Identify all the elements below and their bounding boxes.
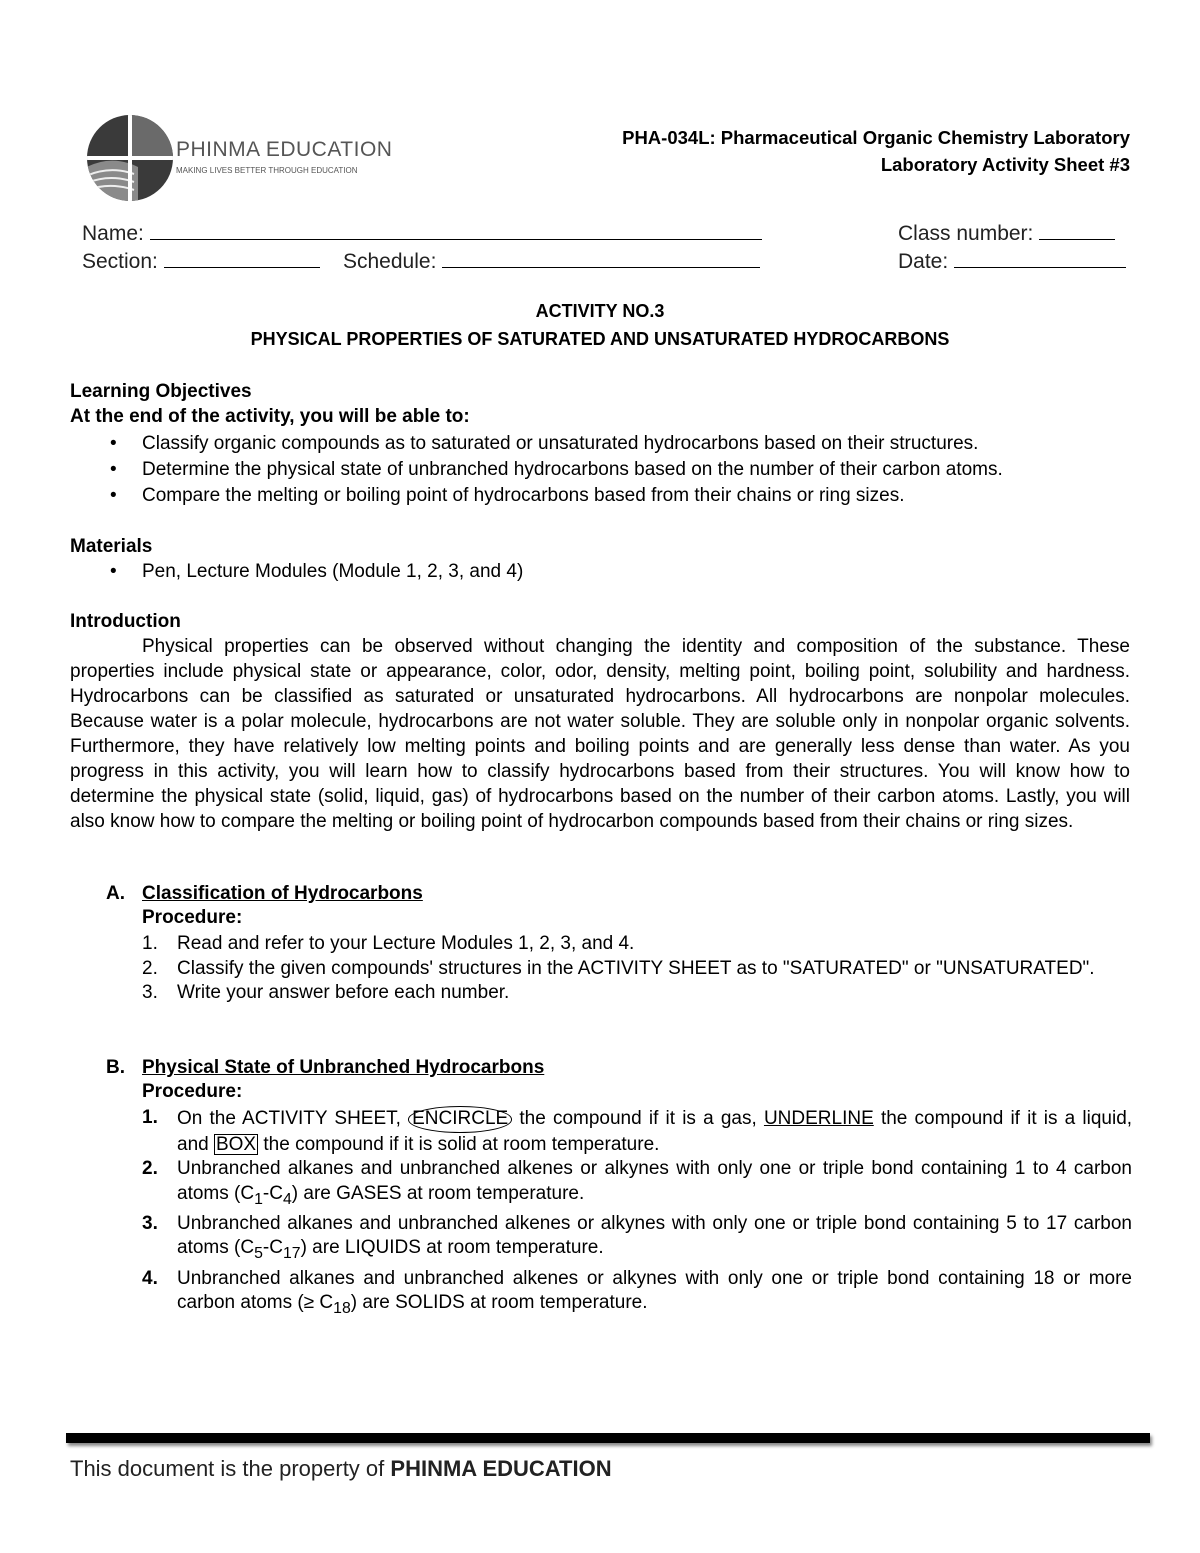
procedure-step	[142, 1157, 1132, 1212]
footer-prefix: This document is the property of	[70, 1456, 385, 1481]
procedure-step	[142, 1106, 1132, 1157]
class-number-blank[interactable]	[1039, 222, 1115, 240]
subscript: 4	[282, 1190, 292, 1208]
step-text: -C	[262, 1182, 283, 1204]
subscript: 5	[254, 1245, 263, 1263]
objective-item: • Determine the physical state of unbranched hydrocarbons based on the number of their carbon atoms.	[106, 457, 1136, 483]
introduction-text: Physical properties can be observed without changing the identity and composition of the substance. These properties include physical state or appearance, color, odor, density, melting point, boiling point, solubility and hardness. Hydrocarbons can be classified as saturated or unsaturated hydrocarbons. All hydrocarbons are nonpolar molecules. Because water is a polar molecule, hydrocarbons are not water soluble. They are soluble only in nonpolar organic solvents. Furthermore, they have relatively low melting points and boiling points and are generally less dense than water. As you progress in this activity, you will learn how to classify hydrocarbons based from their structures. You will know how to determine the physical state (solid, liquid, gas) of hydrocarbons based on the number of their carbon atoms. Lastly, you will also know how to compare the melting or boiling point of hydrocarbon compounds based from their chains or ring sizes.	[70, 636, 1130, 832]
materials-list	[106, 559, 1136, 585]
activity-number: ACTIVITY NO.3	[535, 301, 665, 321]
schedule-blank[interactable]	[442, 250, 760, 268]
objectives-heading: Learning Objectives	[70, 381, 252, 402]
footer-text	[70, 1456, 612, 1482]
underline-example: UNDERLINE	[763, 1108, 874, 1129]
course-title: PHA-034L: Pharmaceutical Organic Chemistry Laboratory	[622, 127, 1130, 148]
name-field[interactable]	[82, 222, 762, 246]
objectives-list	[106, 431, 1136, 509]
step-text: Read and refer to your Lecture Modules 1, 2, 3, and 4.	[177, 933, 635, 954]
procedure-step	[142, 1212, 1132, 1267]
introduction-heading: Introduction	[70, 611, 181, 632]
step-text-a: On the ACTIVITY SHEET,	[177, 1108, 401, 1129]
logo-wordmark	[176, 138, 392, 175]
activity-title: PHYSICAL PROPERTIES OF SATURATED AND UNSATURATED HYDROCARBONS	[250, 329, 950, 349]
step-number: 2.	[142, 1158, 158, 1179]
step-text: ) are LIQUIDS at room temperature.	[300, 1237, 604, 1259]
section-a-letter: A.	[106, 883, 125, 904]
procedure-step	[142, 957, 1132, 982]
box-example: BOX	[215, 1133, 257, 1155]
step-text: Classify the given compounds' structures in the ACTIVITY SHEET as to "SATURATED" or "UNSATURATED".	[177, 957, 1095, 979]
step-text: Unbranched alkanes and unbranched alkenes or alkynes with only one or triple bond containing 1 to 4 carbon atoms (C	[177, 1158, 1132, 1204]
subscript: 1	[254, 1190, 263, 1208]
procedure-step	[142, 981, 1132, 1006]
step-text: ) are SOLIDS at room temperature.	[350, 1292, 648, 1314]
objective-item: • Classify organic compounds as to saturated or unsaturated hydrocarbons based on their structures.	[106, 431, 1136, 457]
objectives-lead: At the end of the activity, you will be able to:	[70, 406, 470, 427]
class-number-label: Class number:	[898, 222, 1034, 245]
schedule-field[interactable]	[343, 250, 760, 274]
name-blank[interactable]	[150, 222, 762, 240]
step-text-d: the compound if it is solid at room temperature.	[263, 1133, 660, 1155]
step-text: Unbranched alkanes and unbranched alkenes or alkynes with only one or triple bond containing 18 or more carbon atoms (≥ C	[177, 1267, 1132, 1314]
step-text: Write your answer before each number.	[177, 982, 510, 1003]
section-a-title: Classification of Hydrocarbons	[142, 883, 423, 904]
class-number-field[interactable]	[898, 222, 1115, 246]
section-b-title: Physical State of Unbranched Hydrocarbons	[142, 1057, 545, 1078]
section-b-letter: B.	[106, 1057, 125, 1078]
step-text: Unbranched alkanes and unbranched alkenes or alkynes with only one or triple bond containing 5 to 17 carbon atoms (C	[177, 1212, 1132, 1259]
section-blank[interactable]	[164, 250, 320, 268]
schedule-label: Schedule:	[343, 250, 437, 273]
step-number: 1.	[142, 933, 158, 954]
objective-item: • Compare the melting or boiling point of hydrocarbons based from their chains or ring sizes.	[106, 483, 1136, 509]
section-b-procedure: Procedure:	[142, 1081, 243, 1102]
phinma-emblem-icon	[78, 112, 188, 204]
date-field[interactable]	[898, 250, 1126, 274]
section-a-steps	[142, 932, 1132, 1006]
procedure-step	[142, 932, 1132, 957]
step-text: ) are GASES at room temperature.	[291, 1182, 585, 1204]
logo-name: PHINMA EDUCATION	[176, 138, 393, 161]
section-a-procedure: Procedure:	[142, 907, 243, 928]
subscript: 17	[282, 1245, 301, 1263]
step-number: 4.	[142, 1267, 158, 1289]
step-text-b: the compound if it is a gas,	[519, 1108, 757, 1129]
section-b-steps	[142, 1106, 1132, 1321]
section-field[interactable]	[82, 250, 320, 274]
logo-tagline: MAKING LIVES BETTER THROUGH EDUCATION	[176, 166, 358, 175]
materials-heading: Materials	[70, 536, 153, 557]
step-number: 3.	[142, 1212, 158, 1234]
name-label: Name:	[82, 222, 144, 245]
footer-owner: PHINMA EDUCATION	[390, 1456, 612, 1481]
step-text-c: the compound if it is a liquid, and	[177, 1108, 1133, 1155]
material-item: • Pen, Lecture Modules (Module 1, 2, 3, and 4)	[106, 559, 1136, 585]
subscript: 18	[333, 1299, 351, 1317]
footer-rule	[66, 1433, 1150, 1443]
step-number: 3.	[142, 982, 158, 1003]
step-number: 2.	[142, 957, 158, 979]
section-label: Section:	[82, 250, 158, 273]
step-text: -C	[262, 1237, 283, 1259]
date-label: Date:	[898, 250, 949, 273]
step-number: 1.	[142, 1107, 158, 1128]
sheet-title: Laboratory Activity Sheet #3	[880, 154, 1130, 175]
encircle-example: ENCIRCLE	[408, 1106, 512, 1133]
procedure-step	[142, 1267, 1132, 1322]
date-blank[interactable]	[954, 250, 1126, 268]
